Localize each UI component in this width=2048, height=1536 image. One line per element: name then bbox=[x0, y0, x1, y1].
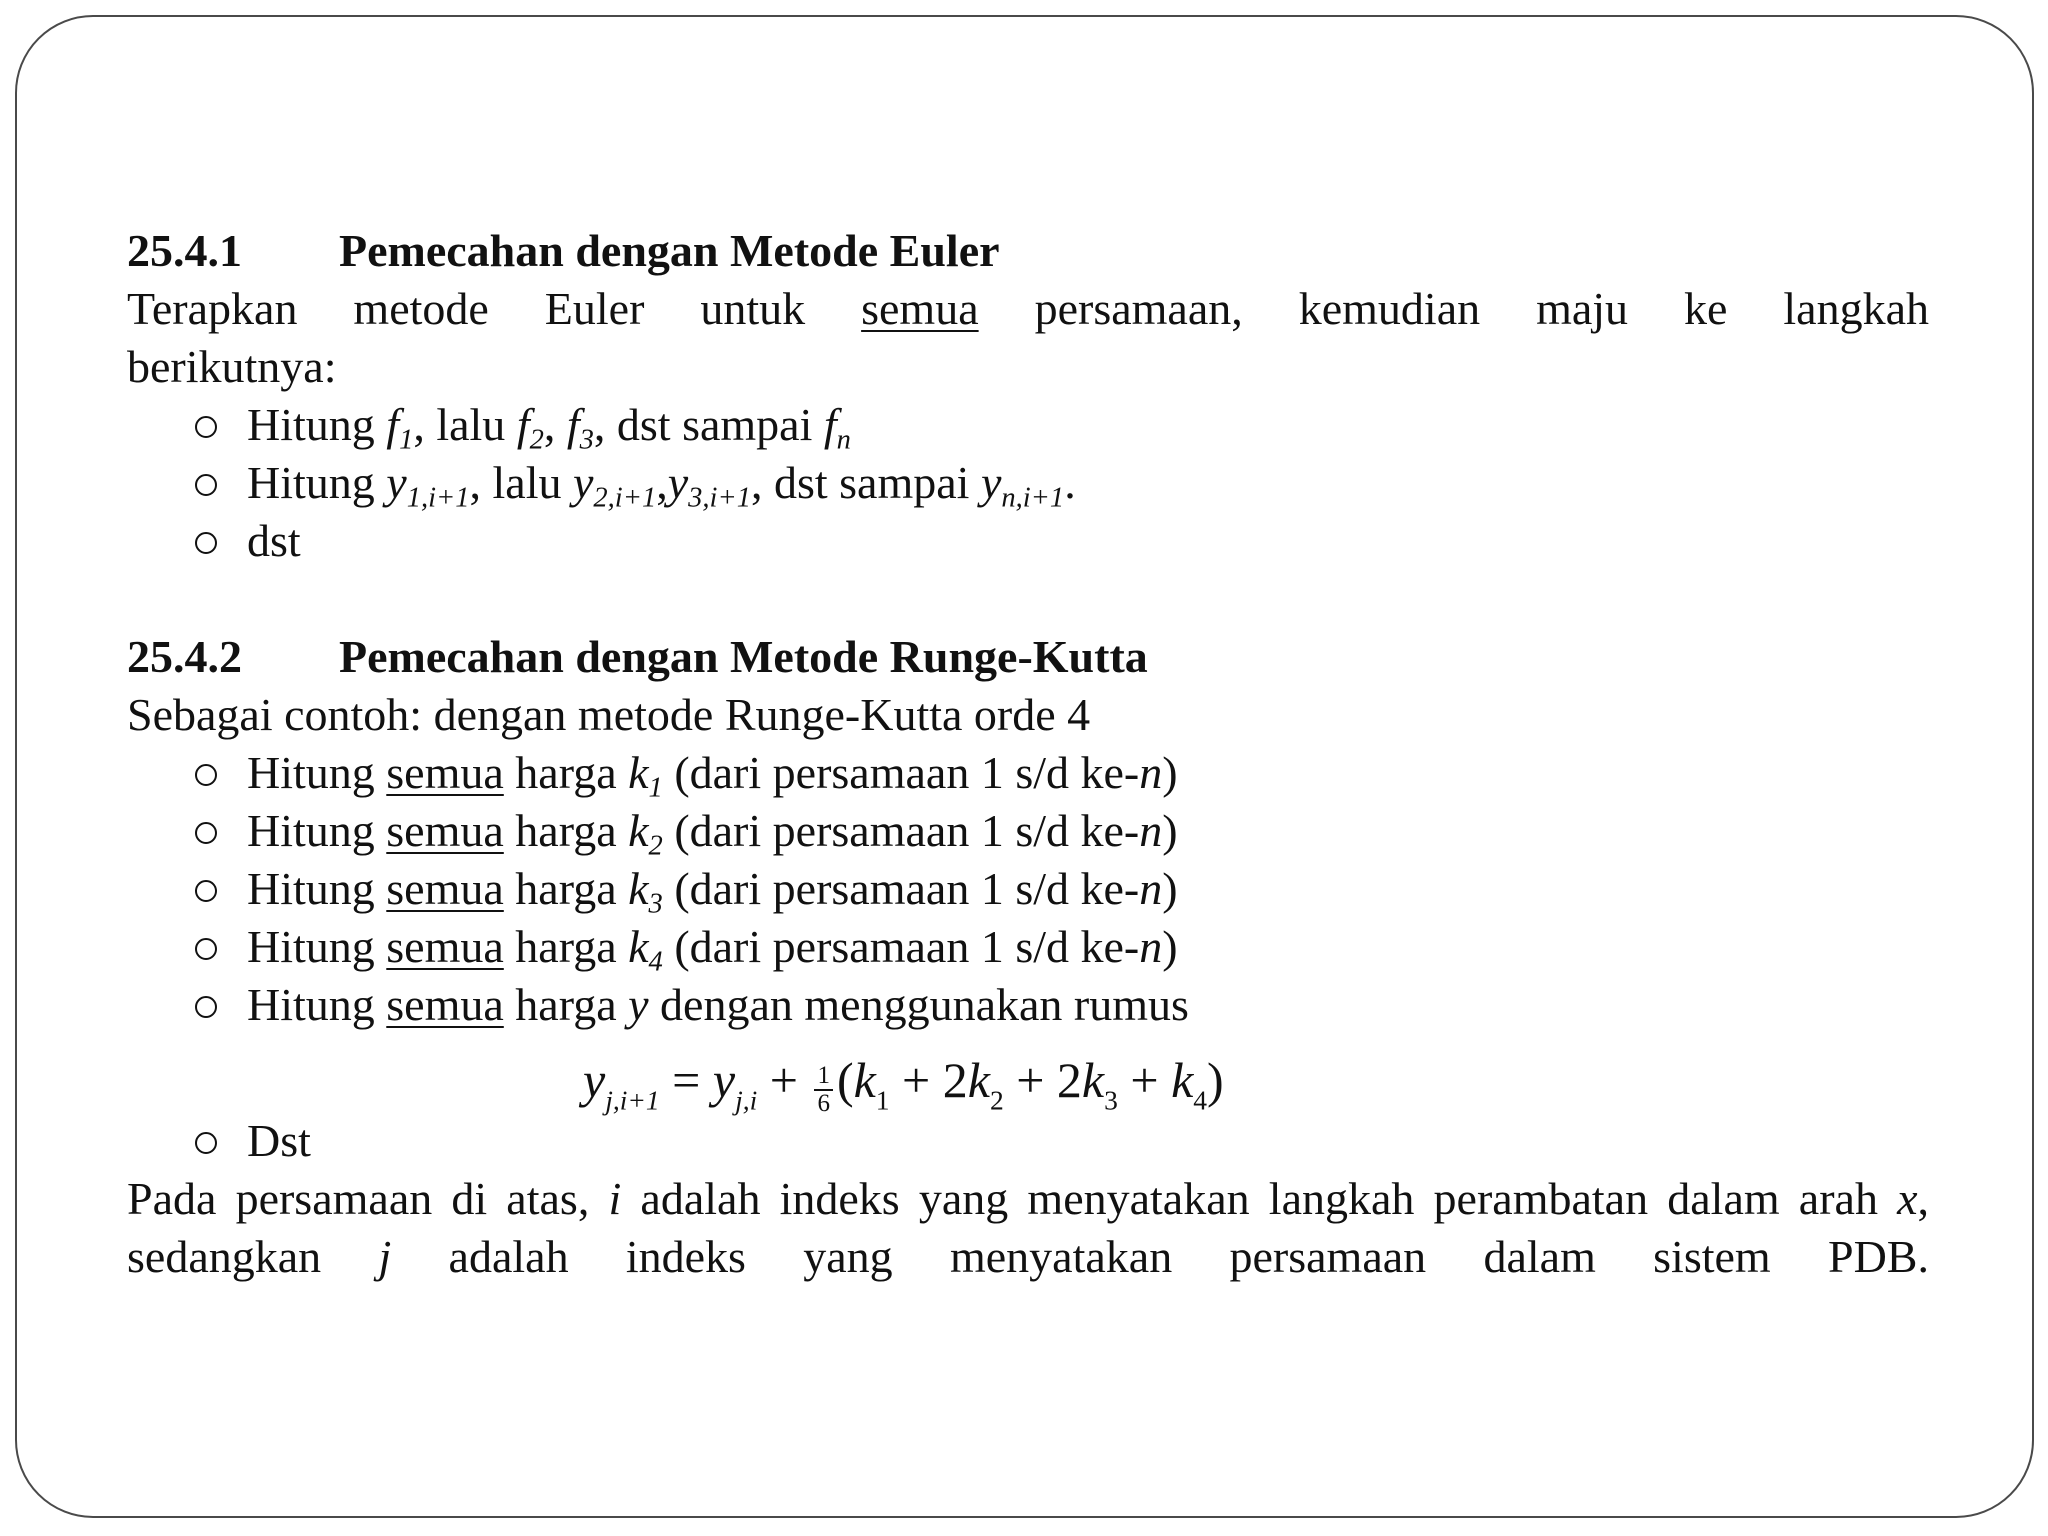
math-symbol: k bbox=[628, 805, 649, 856]
math-symbol: k bbox=[1081, 1052, 1105, 1108]
math-symbol: f bbox=[516, 399, 530, 450]
euler-steps-list bbox=[127, 396, 1929, 570]
math-subscript: n bbox=[836, 424, 851, 456]
list-item: Dst bbox=[195, 1112, 1929, 1170]
closing-text: , sedangkan bbox=[127, 1173, 1930, 1282]
math-symbol: f bbox=[386, 399, 400, 450]
document-body bbox=[127, 222, 1929, 1286]
bullet-text: Hitung bbox=[247, 863, 375, 914]
section-title: Pemecahan dengan Metode Runge-Kutta bbox=[339, 631, 1148, 682]
rk4-formula bbox=[583, 1048, 1224, 1117]
math-subscript: j,i+1 bbox=[605, 1084, 660, 1116]
math-symbol: x bbox=[1897, 1173, 1918, 1224]
bullet-text: (dari persamaan 1 s/d ke- bbox=[674, 805, 1140, 856]
math-symbol: y bbox=[712, 1052, 736, 1108]
math-symbol: n bbox=[1139, 805, 1163, 856]
math-subscript: 1 bbox=[875, 1084, 890, 1116]
math-subscript: 1 bbox=[399, 424, 414, 456]
math-subscript: 2 bbox=[529, 424, 544, 456]
section-heading-euler bbox=[127, 222, 1929, 280]
bullet-text: (dari persamaan 1 s/d ke- bbox=[674, 921, 1140, 972]
math-operator: + 2 bbox=[1003, 1052, 1082, 1108]
math-symbol: y bbox=[980, 457, 1002, 508]
bullet-text: harga bbox=[515, 805, 617, 856]
bullet-text: , bbox=[656, 457, 668, 508]
math-symbol: k bbox=[628, 863, 649, 914]
underlined-word: semua bbox=[861, 283, 979, 334]
math-subscript: 3 bbox=[579, 424, 594, 456]
math-subscript: 4 bbox=[1193, 1084, 1208, 1116]
list-item bbox=[195, 802, 1929, 860]
bullet-text: Hitung bbox=[247, 457, 375, 508]
underlined-word: semua bbox=[386, 747, 504, 798]
closing-text: adalah indeks yang menyatakan langkah perambatan dalam arah bbox=[640, 1173, 1878, 1224]
math-symbol: n bbox=[1139, 863, 1163, 914]
section-number: 25.4.2 bbox=[127, 631, 242, 682]
math-subscript: 3 bbox=[648, 888, 663, 920]
closing-text: adalah indeks yang menyatakan persamaan dalam sistem PDB. bbox=[448, 1231, 1929, 1282]
fraction-denominator: 6 bbox=[817, 1089, 830, 1117]
intro-text: persamaan, kemudian maju ke langkah bbox=[1034, 283, 1930, 334]
math-operator: = bbox=[659, 1052, 713, 1108]
bullet-text: (dari persamaan 1 s/d ke- bbox=[674, 747, 1140, 798]
closing-paragraph bbox=[127, 1170, 1929, 1286]
math-symbol: n bbox=[1139, 921, 1163, 972]
math-subscript: 2 bbox=[989, 1084, 1004, 1116]
math-subscript: n,i+1 bbox=[1001, 482, 1065, 514]
underlined-word: semua bbox=[386, 863, 504, 914]
math-symbol: k bbox=[628, 747, 649, 798]
math-subscript: j,i bbox=[735, 1084, 758, 1116]
list-item: dst bbox=[195, 512, 1929, 570]
bullet-text: Hitung bbox=[247, 805, 375, 856]
fraction-numerator: 1 bbox=[814, 1063, 833, 1091]
math-operator: + bbox=[757, 1052, 811, 1108]
math-subscript: 3 bbox=[1104, 1084, 1118, 1116]
bullet-text: Hitung bbox=[247, 747, 375, 798]
math-symbol: i bbox=[608, 1173, 622, 1224]
rk-intro: Sebagai contoh: dengan metode Runge-Kutta orde 4 bbox=[127, 689, 1091, 740]
math-symbol: k bbox=[1171, 1052, 1194, 1108]
math-symbol: k bbox=[628, 921, 649, 972]
bullet-text: ) bbox=[1162, 747, 1178, 798]
list-item bbox=[195, 396, 1929, 454]
bullet-text: Hitung bbox=[247, 921, 375, 972]
bullet-text: , lalu bbox=[469, 457, 562, 508]
math-symbol: y bbox=[386, 457, 407, 508]
closing-text: Pada persamaan di atas, bbox=[127, 1173, 590, 1224]
fraction-one-sixth bbox=[814, 1063, 833, 1118]
math-symbol: n bbox=[1139, 747, 1163, 798]
bullet-text: . bbox=[1064, 457, 1076, 508]
bullet-text: (dari persamaan 1 s/d ke- bbox=[674, 863, 1140, 914]
math-symbol: y bbox=[573, 457, 594, 508]
bullet-text: harga bbox=[515, 863, 617, 914]
section-title: Pemecahan dengan Metode Euler bbox=[339, 225, 1000, 276]
bullet-text: dengan menggunakan rumus bbox=[660, 979, 1189, 1030]
math-operator: + bbox=[1117, 1052, 1172, 1108]
intro-text: Terapkan metode Euler untuk bbox=[127, 283, 806, 334]
math-subscript: 3,i+1 bbox=[688, 482, 751, 514]
rk-steps-list-end bbox=[127, 1112, 1929, 1170]
math-subscript: 2,i+1 bbox=[593, 482, 657, 514]
section-number: 25.4.1 bbox=[127, 225, 242, 276]
underlined-word: semua bbox=[386, 805, 504, 856]
math-subscript: 4 bbox=[648, 946, 663, 978]
bullet-text: harga bbox=[515, 747, 617, 798]
bullet-text: , dst sampai bbox=[593, 399, 813, 450]
math-subscript: 2 bbox=[648, 830, 663, 862]
list-item bbox=[195, 744, 1929, 802]
math-symbol: y bbox=[628, 979, 649, 1030]
math-subscript: 1 bbox=[648, 772, 663, 804]
math-symbol: y bbox=[667, 457, 689, 508]
math-symbol: j bbox=[378, 1231, 392, 1282]
math-symbol: k bbox=[967, 1052, 990, 1108]
bullet-text: ) bbox=[1162, 863, 1178, 914]
rk-steps-list bbox=[127, 744, 1929, 1034]
math-symbol: k bbox=[853, 1052, 876, 1108]
bullet-text: Hitung bbox=[247, 979, 375, 1030]
list-item bbox=[195, 860, 1929, 918]
spacer bbox=[127, 570, 1929, 628]
bullet-text: , lalu bbox=[413, 399, 506, 450]
bullet-text: ) bbox=[1162, 921, 1178, 972]
list-item bbox=[195, 976, 1929, 1034]
math-symbol: f bbox=[566, 399, 580, 450]
list-item bbox=[195, 454, 1929, 512]
math-operator: + 2 bbox=[889, 1052, 968, 1108]
bullet-text: Hitung bbox=[247, 399, 375, 450]
bullet-text: harga bbox=[515, 979, 617, 1030]
bullet-text: , bbox=[543, 399, 556, 450]
math-symbol: f bbox=[823, 399, 837, 450]
math-symbol: y bbox=[583, 1052, 606, 1108]
underlined-word: semua bbox=[386, 921, 504, 972]
math-operator: ( bbox=[836, 1052, 854, 1108]
math-operator: ) bbox=[1207, 1052, 1224, 1108]
section-heading-runge-kutta bbox=[127, 628, 1929, 686]
bullet-text: ) bbox=[1162, 805, 1178, 856]
underlined-word: semua bbox=[386, 979, 504, 1030]
euler-intro-line2: berikutnya: bbox=[127, 341, 337, 392]
list-item bbox=[195, 918, 1929, 976]
bullet-text: , dst sampai bbox=[750, 457, 970, 508]
euler-intro-line1 bbox=[127, 280, 1929, 338]
math-subscript: 1,i+1 bbox=[406, 482, 470, 514]
bullet-text: harga bbox=[515, 921, 617, 972]
